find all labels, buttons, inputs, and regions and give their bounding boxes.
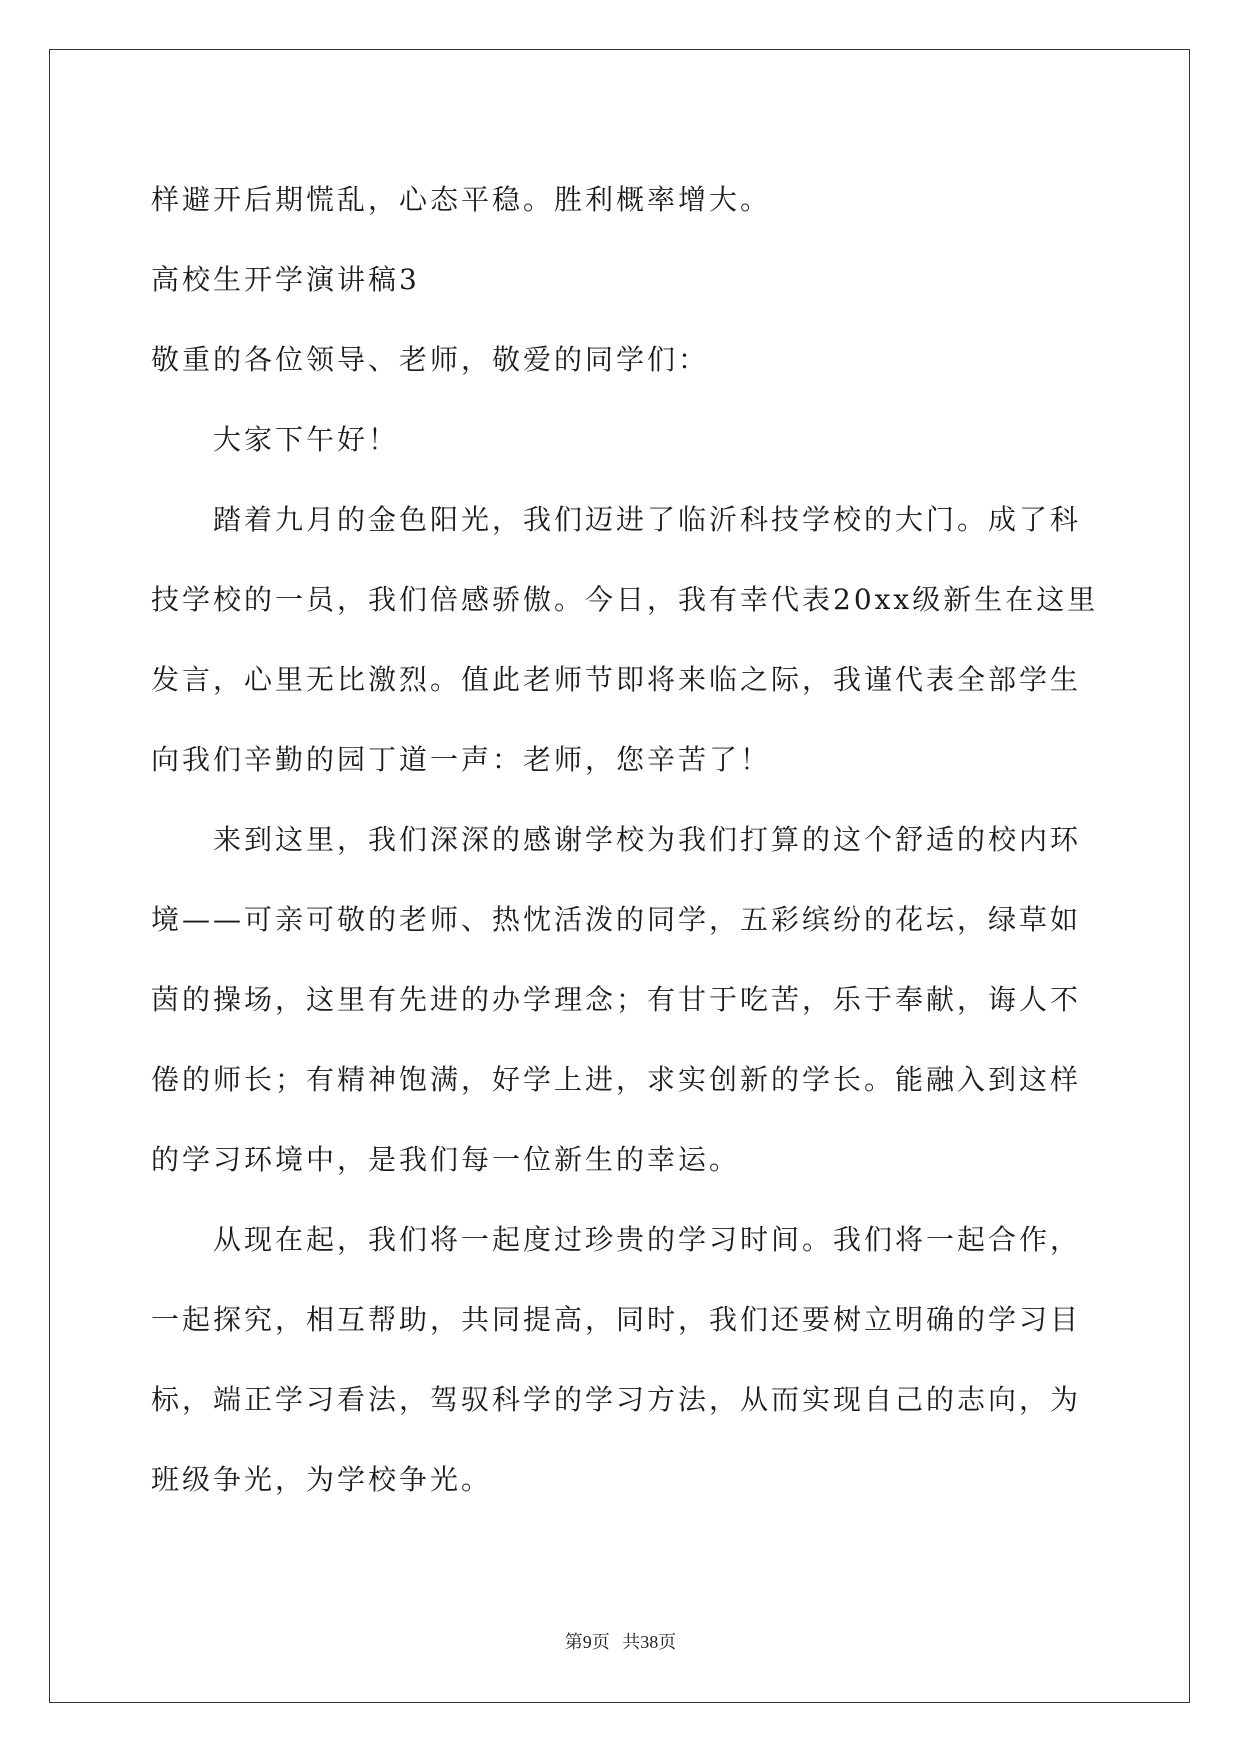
text-line: 茵的操场，这里有先进的办学理念；有甘于吃苦，乐于奉献，诲人不: [151, 983, 1082, 1016]
section-title: 高校生开学演讲稿3: [151, 263, 420, 296]
text-line: 境——可亲可敬的老师、热忱活泼的同学，五彩缤纷的花坛，绿草如: [151, 903, 1082, 936]
text-line: 的学习环境中，是我们每一位新生的幸运。: [151, 1143, 741, 1176]
total-pages: 共38页: [622, 1632, 677, 1652]
text-line: 倦的师长；有精神饱满，好学上进，求实创新的学长。能融入到这样: [151, 1063, 1082, 1096]
greeting: 大家下午好！: [213, 423, 400, 456]
text-line: 一起探究，相互帮助，共同提高，同时，我们还要树立明确的学习目: [151, 1303, 1082, 1336]
text-line: 样避开后期慌乱，心态平稳。胜利概率增大。: [151, 183, 772, 216]
page-footer: [0, 1628, 1241, 1654]
document-body: [151, 160, 1099, 1520]
text-line: 从现在起，我们将一起度过珍贵的学习时间。我们将一起合作，: [213, 1223, 1082, 1256]
text-line: 来到这里，我们深深的感谢学校为我们打算的这个舒适的校内环: [213, 823, 1082, 856]
text-line: 标，端正学习看法，驾驭科学的学习方法，从而实现自己的志向，为: [151, 1383, 1082, 1416]
text-line: 向我们辛勤的园丁道一声：老师，您辛苦了！: [151, 743, 772, 776]
salutation: 敬重的各位领导、老师，敬爱的同学们：: [151, 343, 710, 376]
text-line: 班级争光，为学校争光。: [151, 1463, 493, 1496]
text-line: 踏着九月的金色阳光，我们迈进了临沂科技学校的大门。成了科: [213, 503, 1082, 536]
text-line: 技学校的一员，我们倍感骄傲。今日，我有幸代表20xx级新生在这里: [151, 583, 1099, 616]
page-number: 第9页: [564, 1632, 610, 1652]
text-line: 发言，心里无比激烈。值此老师节即将来临之际，我谨代表全部学生: [151, 663, 1082, 696]
